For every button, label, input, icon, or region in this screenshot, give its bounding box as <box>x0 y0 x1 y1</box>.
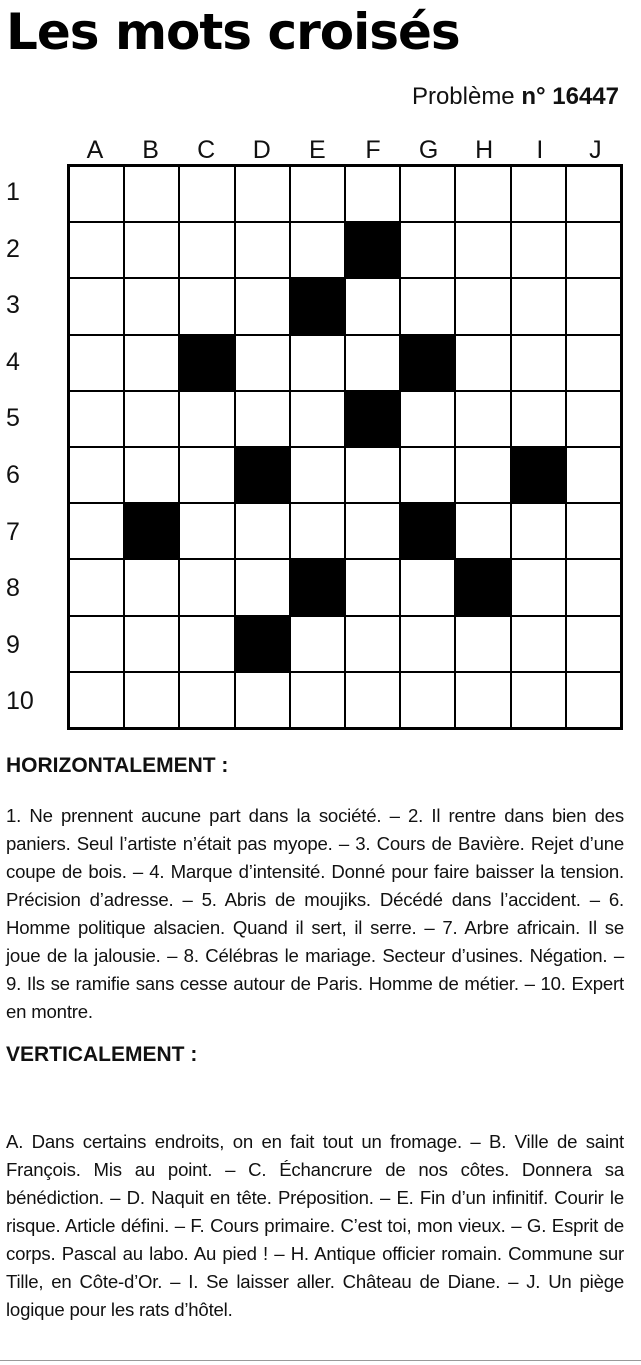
row-label-6: 6 <box>6 461 20 489</box>
black-cell-e3 <box>291 279 344 333</box>
clue-number: – 4. <box>132 861 165 882</box>
grid-cell-h2[interactable] <box>456 223 509 277</box>
crossword-grid <box>67 164 623 730</box>
grid-cell-j5[interactable] <box>567 392 620 446</box>
grid-cell-c3[interactable] <box>180 279 233 333</box>
grid-cell-f7[interactable] <box>346 504 399 558</box>
clue-text: Échancrure de nos côtes. Donnera sa bénédiction. <box>6 1159 624 1208</box>
clue-text: Ville de saint François. Mis au point. <box>6 1131 624 1180</box>
grid-cell-b8[interactable] <box>125 560 178 614</box>
vertical-clues <box>6 1128 624 1324</box>
clue-text: Expert en montre. <box>6 973 624 1022</box>
column-label-b: B <box>142 136 159 164</box>
grid-cell-i1[interactable] <box>512 167 565 221</box>
grid-cell-c5[interactable] <box>180 392 233 446</box>
clue-number: – 10. <box>524 973 566 994</box>
grid-cell-a1[interactable] <box>70 167 123 221</box>
grid-cell-a8[interactable] <box>70 560 123 614</box>
clue-text: Ne prennent aucune part dans la société. <box>21 805 390 826</box>
clue-text: Abris de moujiks. Décédé dans l’accident. <box>216 889 590 910</box>
column-label-f: F <box>365 136 381 164</box>
grid-cell-j8[interactable] <box>567 560 620 614</box>
row-label-9: 9 <box>6 630 20 659</box>
grid-cell-j9[interactable] <box>567 617 620 671</box>
column-label-a: A <box>86 136 104 164</box>
black-cell-h8 <box>456 560 509 614</box>
grid-cell-e7[interactable] <box>291 504 344 558</box>
clue-number: – D. <box>110 1187 145 1208</box>
clue-number: – I. <box>170 1271 199 1292</box>
grid-cell-d8[interactable] <box>236 560 289 614</box>
clue-text: Ils se ramifie sans cesse autour de Paris. Homme de métier. <box>21 973 525 994</box>
grid-cell-c9[interactable] <box>180 617 233 671</box>
grid-cell-h5[interactable] <box>456 392 509 446</box>
clue-number: – B. <box>470 1131 507 1152</box>
grid-cell-c1[interactable] <box>180 167 233 221</box>
grid-cell-h7[interactable] <box>456 504 509 558</box>
grid-cell-c7[interactable] <box>180 504 233 558</box>
clue-text: Célébras le mariage. Secteur d’usines. Négation. <box>198 945 614 966</box>
grid-cell-e2[interactable] <box>291 223 344 277</box>
grid-cell-a6[interactable] <box>70 448 123 502</box>
column-label-h: H <box>475 136 494 164</box>
grid-cell-g1[interactable] <box>401 167 454 221</box>
grid-cell-g2[interactable] <box>401 223 454 277</box>
clue-number: – C. <box>225 1159 267 1180</box>
row-label-3: 3 <box>6 291 20 320</box>
grid-cell-e4[interactable] <box>291 336 344 390</box>
black-cell-d9 <box>236 617 289 671</box>
grid-cell-a10[interactable] <box>70 673 123 727</box>
grid-cell-j3[interactable] <box>567 279 620 333</box>
grid-cell-g6[interactable] <box>401 448 454 502</box>
clue-text: Cours primaire. C’est toi, mon vieux. <box>204 1215 512 1236</box>
grid-cell-g5[interactable] <box>401 392 454 446</box>
grid-cell-f8[interactable] <box>346 560 399 614</box>
clue-number: – E. <box>380 1187 414 1208</box>
grid-cell-a9[interactable] <box>70 617 123 671</box>
grid-cell-d1[interactable] <box>236 167 289 221</box>
clue-number: – 2. <box>389 805 424 826</box>
grid-cell-j4[interactable] <box>567 336 620 390</box>
grid-cell-c2[interactable] <box>180 223 233 277</box>
grid-cell-h9[interactable] <box>456 617 509 671</box>
horizontal-heading: HORIZONTALEMENT : <box>6 754 229 777</box>
clue-text: Esprit de corps. Pascal au labo. Au pied ! <box>6 1215 624 1264</box>
clue-number: – 9. <box>6 945 624 994</box>
row-label-1: 1 <box>6 178 20 206</box>
grid-cell-i3[interactable] <box>512 279 565 333</box>
row-label-7: 7 <box>6 517 20 546</box>
clue-text: Antique officier romain. Commune sur Tille, en Côte-d’Or. <box>6 1243 624 1292</box>
grid-cell-i7[interactable] <box>512 504 565 558</box>
clue-text: Dans certains endroits, on en fait tout un fromage. <box>23 1131 471 1152</box>
grid-cell-h4[interactable] <box>456 336 509 390</box>
grid-cell-g3[interactable] <box>401 279 454 333</box>
bottom-divider <box>0 1360 641 1361</box>
grid-cell-b6[interactable] <box>125 448 178 502</box>
clue-number: – 3. <box>338 833 371 854</box>
grid-cell-a2[interactable] <box>70 223 123 277</box>
clue-number: A. <box>6 1131 24 1152</box>
grid-cell-j7[interactable] <box>567 504 620 558</box>
grid-cell-b2[interactable] <box>125 223 178 277</box>
grid-cell-i5[interactable] <box>512 392 565 446</box>
grid-cell-e6[interactable] <box>291 448 344 502</box>
black-cell-i6 <box>512 448 565 502</box>
black-cell-f5 <box>346 392 399 446</box>
grid-cell-c8[interactable] <box>180 560 233 614</box>
clue-number: – J. <box>508 1271 541 1292</box>
grid-cell-b3[interactable] <box>125 279 178 333</box>
clue-number: – 7. <box>424 917 458 938</box>
black-cell-g7 <box>401 504 454 558</box>
grid-cell-b1[interactable] <box>125 167 178 221</box>
clue-text: Naquit en tête. Préposition. <box>144 1187 381 1208</box>
grid-cell-f6[interactable] <box>346 448 399 502</box>
row-label-2: 2 <box>6 234 20 263</box>
grid-cell-d3[interactable] <box>236 279 289 333</box>
clue-number: – 5. <box>182 889 217 910</box>
clue-number: – G. <box>511 1215 547 1236</box>
column-label-e: E <box>309 136 326 164</box>
problem-label: Problème <box>411 83 515 110</box>
grid-cell-i10[interactable] <box>512 673 565 727</box>
grid-cell-d7[interactable] <box>236 504 289 558</box>
grid-cell-i8[interactable] <box>512 560 565 614</box>
clue-text: Un piège logique pour les rats d’hôtel. <box>6 1271 624 1320</box>
grid-cell-a5[interactable] <box>70 392 123 446</box>
column-label-c: C <box>197 136 216 164</box>
clue-text: Fin d’un infinitif. Courir le risque. Article défini. <box>6 1187 624 1236</box>
grid-cell-f4[interactable] <box>346 336 399 390</box>
column-label-j: J <box>589 136 602 164</box>
grid-cell-i4[interactable] <box>512 336 565 390</box>
grid-cell-a7[interactable] <box>70 504 123 558</box>
clue-number: 1. <box>6 805 22 826</box>
problem-number-value: n° 16447 <box>521 83 619 110</box>
clue-number: – 6. <box>589 889 624 910</box>
clue-number: – 8. <box>167 945 199 966</box>
grid-cell-j6[interactable] <box>567 448 620 502</box>
grid-cell-f1[interactable] <box>346 167 399 221</box>
row-label-4: 4 <box>6 347 20 376</box>
black-cell-f2 <box>346 223 399 277</box>
problem-number <box>412 80 619 114</box>
grid-cell-b5[interactable] <box>125 392 178 446</box>
clue-number: – H. <box>274 1243 309 1264</box>
grid-cell-j2[interactable] <box>567 223 620 277</box>
grid-cell-c10[interactable] <box>180 673 233 727</box>
grid-cell-h6[interactable] <box>456 448 509 502</box>
clue-text: Il rentre dans bien des paniers. Seul l’artiste n’était pas myope. <box>6 805 624 854</box>
grid-cell-c6[interactable] <box>180 448 233 502</box>
row-label-10: 10 <box>6 687 34 716</box>
page-title: Les mots croisés <box>6 3 460 61</box>
column-label-d: D <box>252 136 271 164</box>
grid-cell-f3[interactable] <box>346 279 399 333</box>
grid-cell-d10[interactable] <box>236 673 289 727</box>
grid-cell-a4[interactable] <box>70 336 123 390</box>
clue-text: Se laisser aller. Château de Diane. <box>198 1271 509 1292</box>
grid-cell-b4[interactable] <box>125 336 178 390</box>
grid-cell-d5[interactable] <box>236 392 289 446</box>
grid-cell-h10[interactable] <box>456 673 509 727</box>
black-cell-e8 <box>291 560 344 614</box>
vertical-heading: VERTICALEMENT : <box>6 1043 198 1066</box>
row-label-5: 5 <box>6 404 20 433</box>
column-label-i: I <box>536 136 544 164</box>
grid-cell-f9[interactable] <box>346 617 399 671</box>
clue-text: Cours de Bavière. Rejet d’une coupe de bois. <box>6 833 624 882</box>
black-cell-b7 <box>125 504 178 558</box>
clue-text: Marque d’intensité. Donné pour faire baisser la tension. Précision d’adresse. <box>6 861 625 910</box>
clue-number: – F. <box>174 1215 205 1236</box>
grid-cell-g8[interactable] <box>401 560 454 614</box>
horizontal-clues <box>6 802 624 1026</box>
grid-cell-b9[interactable] <box>125 617 178 671</box>
clue-text: Arbre africain. Il se joue de la jalousie. <box>6 917 625 966</box>
grid-cell-a3[interactable] <box>70 279 123 333</box>
grid-cell-d4[interactable] <box>236 336 289 390</box>
black-cell-c4 <box>180 336 233 390</box>
grid-cell-j10[interactable] <box>567 673 620 727</box>
grid-cell-h1[interactable] <box>456 167 509 221</box>
grid-cell-f10[interactable] <box>346 673 399 727</box>
grid-cell-h3[interactable] <box>456 279 509 333</box>
grid-cell-i9[interactable] <box>512 617 565 671</box>
column-label-g: G <box>418 136 439 164</box>
grid-cell-i2[interactable] <box>512 223 565 277</box>
grid-cell-e1[interactable] <box>291 167 344 221</box>
grid-cell-d2[interactable] <box>236 223 289 277</box>
grid-cell-j1[interactable] <box>567 167 620 221</box>
grid-cell-e10[interactable] <box>291 673 344 727</box>
row-label-8: 8 <box>6 574 20 603</box>
grid-cell-b10[interactable] <box>125 673 178 727</box>
grid-cell-g10[interactable] <box>401 673 454 727</box>
clue-text: Homme politique alsacien. Quand il sert, il serre. <box>6 917 425 938</box>
black-cell-d6 <box>236 448 289 502</box>
grid-cell-e9[interactable] <box>291 617 344 671</box>
black-cell-g4 <box>401 336 454 390</box>
grid-cell-g9[interactable] <box>401 617 454 671</box>
grid-cell-e5[interactable] <box>291 392 344 446</box>
